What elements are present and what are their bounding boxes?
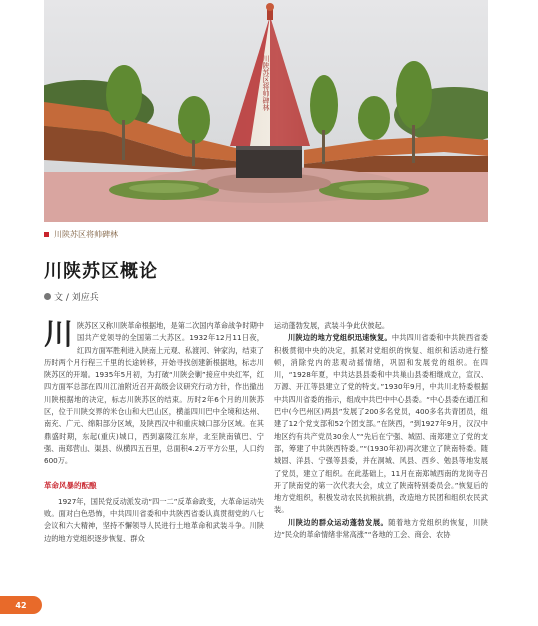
svg-text:川陕苏区将帅碑林: 川陕苏区将帅碑林 (262, 55, 270, 111)
page-number: 42 (0, 596, 42, 614)
paragraph-lead: 川陕边的群众运动蓬勃发展。 (288, 517, 389, 527)
paragraph-lead: 川陕边的地方党组织迅速恢复。 (288, 333, 392, 343)
article-title: 川陕苏区概论 (44, 261, 158, 282)
monument-illustration (44, 0, 488, 222)
paragraph-text: 随着地方党组织的恢复，川陕边“民众的革命情绪非常高涨”“各地的工会、商会、农协 (274, 517, 488, 540)
caption-text: 川陕苏区将帅碑林 (54, 230, 118, 239)
monument-photo (44, 0, 488, 222)
left-column (44, 317, 264, 545)
author-bullet-icon (44, 293, 51, 300)
body-paragraph: 1927年，国民党反动派发动“四一二”反革命政变，大革命运动失败。面对白色恐怖，中共四川省委和中共陕西省委认真贯彻党的八七会议和六大精神，坚持不懈领导人民进行土地革命和武装斗争。川陕边的地方党组织逐步恢复、群众 (44, 496, 264, 543)
caption-marker-icon (44, 232, 49, 237)
paragraph-text: 中共四川省委和中共陕西省委积极贯彻中央的决定，抓紧对党组织的恢复、组织和活动进行整顿，消除党内的悲观动摇情绪，巩固和发展党的组织。在四川，“1928年夏，中共达县县委和中共巢山县委相继成立，宣汉、万源、开江等县建立了党的特支。”1930年9月，中共川北特委根据中共四川省委的指示，组成中共巴中中心县委。“中心县委在通江和巴中(今巴州区)两县”发展了200多名党员，400多名共青团员，组建了12个党支部和52个团支部。”在陕西，“到1927年9月，汉汉中地区约有共产党员30余人”“先后在宁强、城固、南郑建立了党的支部，筹建了中共陕西特委。”“(1930年初)再次建立了陕南特委。随城固、洋县、宁强等县委，并在洞城、风县、西乡、勉县等地发展了党员，建立了组织。在此基础上，11月在南郑城西南的龙岗寺召开了陕南党的第一次代表大会，成立了陕南特别委员会。”恢复后的地方党组织，积极发动农民抗粮抗捐，改造地方民团和组织农民武装。 (274, 333, 488, 515)
drop-cap: 川 (44, 317, 74, 351)
author-text: 文 / 刘应兵 (54, 293, 99, 303)
author-line (44, 290, 99, 303)
intro-paragraph: 陕苏区又称川陕革命根据地，是第二次国内革命战争时期中国共产党领导的全国第二大苏区。1932年12月11日夜，红四方面军胜利进入陕南上元观、私渡河、钟家沟，结束了历时两个月行程三千里的长途转移，开始寻找创建新根据地，标志川陕苏区的开端。1935年5月初，为打破“川陕会剿”接应中央红军，红四方面军总部在四川江油附近召开高级会议研究行动方针，作出撤出川陕根据地的决定，标志川陕苏区的结束。历时2年6个月的川陕苏区，位于川陕交界的米仓山和大巴山区，横盖四川巴中全境和达州、南充、广元、绵阳部分区域，及陕西汉中和重庆城口部分区域。在其鼎盛时期，东起(重庆)城口，西到嘉陵江东岸，北至陕南镇巴、宁强、南郑营山、渠县、纵横四五百里，总面积4.2万平方公里，人口约600万。 (44, 321, 264, 466)
section-heading: 革命风暴的酝酿 (44, 480, 97, 490)
photo-caption (44, 229, 118, 240)
body-paragraph (274, 332, 488, 516)
right-column (274, 320, 488, 541)
body-paragraph: 运动蓬勃发展，武装斗争此伏彼起。 (274, 321, 390, 330)
body-paragraph (274, 517, 488, 542)
